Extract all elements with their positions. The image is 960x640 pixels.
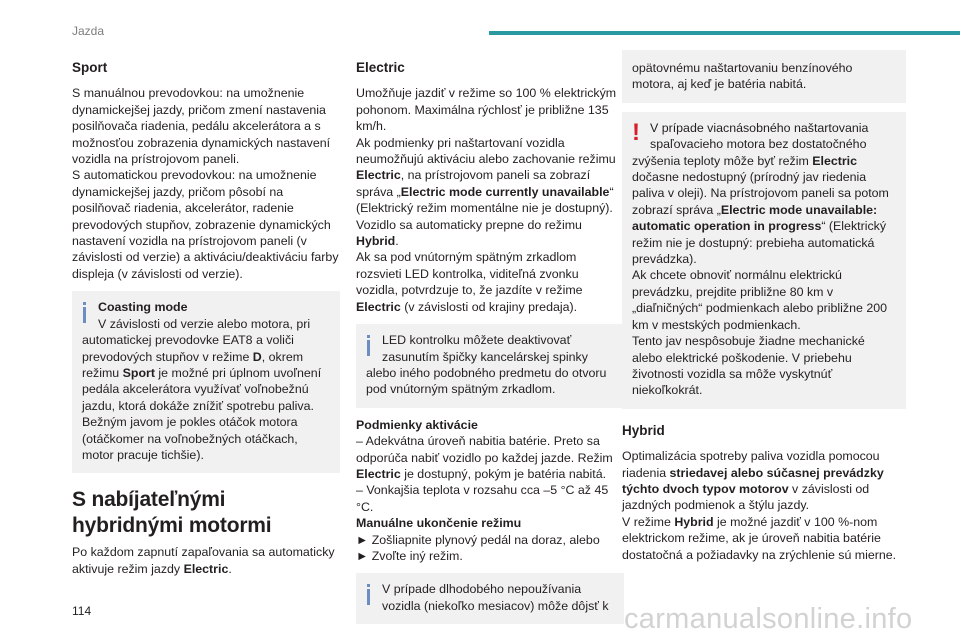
continued-note — [622, 50, 906, 103]
page-number: 114 — [72, 604, 92, 618]
manual-exit-heading: Manuálne ukončenie režimu — [356, 516, 522, 531]
sport-heading: Sport — [72, 60, 108, 75]
warning-text-2: Ak chcete obnoviť normálnu elektrickú prevádzku, prejdite približne 80 km v „diaľničných“ podmienkach alebo približne 200 km v mestských podmienkach. — [632, 268, 888, 332]
column-middle — [356, 60, 624, 624]
led-note — [356, 324, 624, 408]
condition-2: – Vonkajšia teplota v rozsahu cca –5 °C až 45 °C. — [356, 483, 609, 514]
info-icon — [366, 335, 378, 357]
manual-step-1: ► Zošliapnite plynový pedál na doraz, alebo — [356, 532, 600, 547]
section-label: Jazda — [72, 24, 105, 38]
hybrid-engines-paragraph: Po každom zapnutí zapaľovania sa automaticky aktivuje režim jazdy Electric. — [72, 545, 335, 576]
watermark: carmanualsonline.info — [624, 603, 913, 635]
info-icon — [366, 584, 378, 606]
manual-step-2: ► Zvoľte iný režim. — [356, 548, 463, 563]
led-note-text: LED kontrolku môžete deaktivovať zasunutím špičky kancelárskej spinky alebo iného podobného predmetu do otvoru pod vnútorným spätným zrkadlom. — [366, 333, 607, 397]
hybrid-heading: Hybrid — [622, 422, 665, 438]
info-icon — [82, 302, 94, 324]
coasting-text: V závislosti od verzie alebo motora, pri automatickej prevodovke EAT8 a voliči prevodových stupňov v režime D, okrem režimu Sport je možné pri úplnom uvoľnení pedála akcelerátora využívať voľnobežnú jazdu, ktorá dokáže znížiť spotrebu paliva. — [82, 316, 322, 413]
sport-paragraph-2: S automatickou prevodovkou: na umožnenie dynamickejšej jazdy, pričom pôsobí na posilňovač riadenia, akcelerátor, radenie prevodových stupňov, zobrazenie dynamických nastavení vozidla na prístrojovom paneli (v závislosti od verzie) a aktiváciu/deaktiváciu farby displeja (v závislosti od verzie). — [72, 168, 339, 281]
electric-paragraph-4: Ak sa pod vnútorným spätným zrkadlom rozsvieti LED kontrolka, viditeľná zvonku vozidla, potvrdzuje to, že jazdíte v režime Electric (v závislosti od krajiny predaja). — [356, 250, 583, 314]
hybrid-paragraph-1: Optimalizácia spotreby paliva vozidla pomocou riadenia striedavej alebo súčasnej prevádzky týchto dvoch typov motorov v závislosti od jazdných podmienok a štýlu jazdy. — [622, 449, 884, 513]
long-term-note-text: V prípade dlhodobého nepoužívania vozidla (niekoľko mesiacov) môže dôjsť k — [382, 582, 609, 613]
electric-paragraph-1: Umožňuje jazdiť v režime so 100 % elektrickým pohonom. Maximálna rýchlosť je približne 135 km/h. — [356, 86, 617, 134]
hybrid-paragraph-2: V režime Hybrid je možné jazdiť v 100 %-nom elektrickom režime, ak je úroveň nabitia batérie dostatočná a požiadavky na zrýchlenie sú mierne. — [622, 514, 897, 562]
column-right — [622, 50, 906, 563]
activation-conditions-heading: Podmienky aktivácie — [356, 417, 478, 432]
coasting-text-2: Bežným javom je pokles otáčok motora (otáčkomer na voľnobežných otáčkach, motor pracuje tichšie). — [82, 415, 298, 462]
sport-paragraph-1: S manuálnou prevodovkou: na umožnenie dynamickejšej jazdy, pričom zmení nastavenia posilňovača riadenia, pedálu akcelerátora a s možnosťou zobrazenia dynamických nastavení vozidla na prístrojovom paneli. — [72, 86, 331, 167]
electric-paragraph-2: Ak podmienky pri naštartovaní vozidla neumožňujú aktiváciu alebo zachovanie režimu Electric, na prístrojovom paneli sa zobrazí správa „Electric mode currently unavailable“ (Elektrický režim momentálne nie je dostupný). — [356, 135, 616, 216]
header-accent-bar — [489, 31, 960, 35]
hybrid-engines-heading: S nabíjateľnými hybridnými motormi — [72, 488, 272, 538]
coasting-title: Coasting mode — [98, 300, 188, 315]
warning-note — [622, 112, 906, 409]
column-left — [72, 60, 340, 577]
electric-paragraph-3: Vozidlo sa automaticky prepne do režimu Hybrid. — [356, 217, 582, 249]
warning-text-1: V prípade viacnásobného naštartovania spaľovacieho motora bez dostatočného zvýšenia teploty môže byť režim Electric dočasne nedostupný (prírodný jav riedenia paliva v oleji). Na prístrojovom paneli sa potom zobrazí správa „Electric mode unavailable: automatic operation in progress“ (Elektrický režim nie je dostupný: prebieha automatická prevádzka). — [632, 120, 889, 267]
long-term-note — [356, 573, 624, 624]
warning-text-3: Tento jav nespôsobuje žiadne mechanické alebo elektrické poškodenie. V priebehu životnosti vozidla sa môže vyskytnúť niekoľkokrát. — [632, 334, 865, 398]
warning-exclamation-icon: ! — [632, 118, 640, 146]
coasting-note — [72, 291, 340, 473]
condition-1: – Adekvátna úroveň nabitia batérie. Preto sa odporúča nabiť vozidlo po každej jazde. Režim Electric je dostupný, pokým je batéria nabitá. — [356, 434, 613, 481]
electric-heading: Electric — [356, 60, 405, 75]
continued-note-text: opätovnému naštartovaniu benzínového motora, aj keď je batéria nabitá. — [632, 61, 853, 92]
